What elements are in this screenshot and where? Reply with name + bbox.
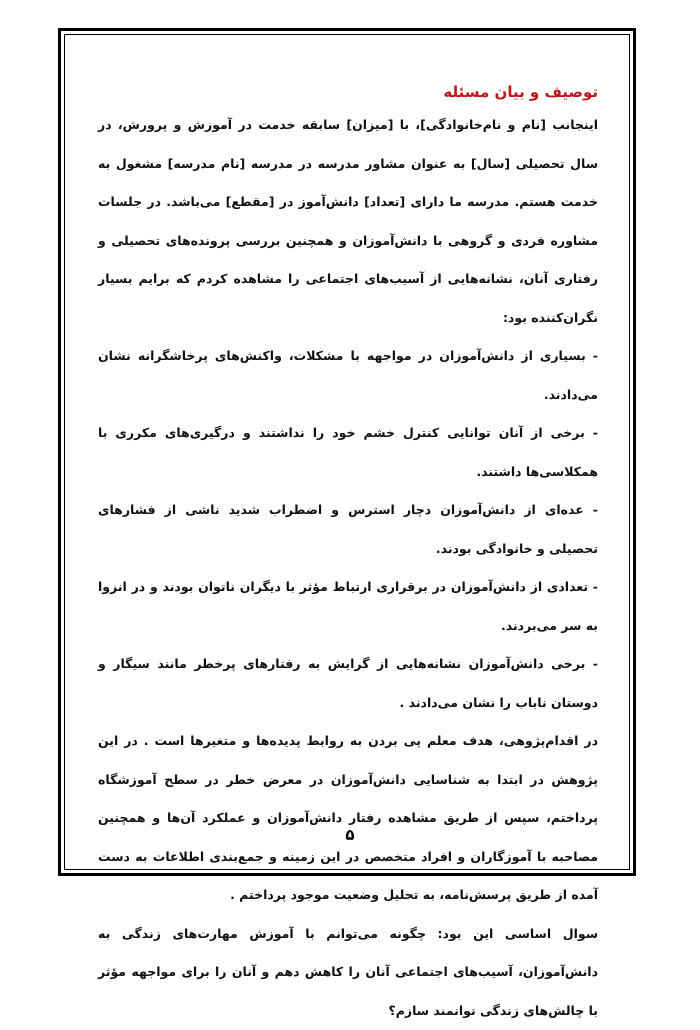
- page-content: [98, 80, 598, 1030]
- section-heading: توصیف و بیان مسئله: [98, 80, 598, 104]
- intro-paragraph: اینجانب [نام و نام‌خانوادگی]، با [میزان] سابقه خدمت در آموزش و پرورش، در سال تحصیلی [سال] به عنوان مشاور مدرسه در مدرسه [نام مدرسه] مشغول به خدمت هستم. مدرسه ما دارای [تعداد] دانش‌آموز در [مقطع] می‌باشد. در جلسات مشاوره فردی و گروهی با دانش‌آموزان و همچنین بررسی پرونده‌های تحصیلی و رفتاری آنان، نشانه‌هایی از آسیب‌های اجتماعی را مشاهده کردم که برایم بسیار نگران‌کننده بود:: [98, 106, 598, 337]
- research-question-paragraph: سوال اساسی این بود: چگونه می‌توانم با آموزش مهارت‌های زندگی به دانش‌آموزان، آسیب‌های اجتماعی آنان را کاهش دهم و آنان را برای مواجهه مؤثر با چالش‌های زندگی توانمند سازم؟: [98, 915, 598, 1030]
- bullet-item-risky-behavior: - برخی دانش‌آموزان نشانه‌هایی از گرایش به رفتارهای پرخطر مانند سیگار و دوستان ناباب را نشان می‌دادند .: [98, 645, 598, 722]
- bullet-item-stress: - عده‌ای از دانش‌آموزان دچار استرس و اضطراب شدید ناشی از فشارهای تحصیلی و خانوادگی بودند.: [98, 491, 598, 568]
- page-number: ۵: [0, 826, 700, 844]
- bullet-item-communication: - تعدادی از دانش‌آموزان در برقراری ارتباط مؤثر با دیگران ناتوان بودند و در انزوا به سر می‌بردند.: [98, 568, 598, 645]
- bullet-item-anger-control: - برخی از آنان توانایی کنترل خشم خود را نداشتند و درگیری‌های مکرری با همکلاسی‌ها داشتند.: [98, 414, 598, 491]
- research-method-paragraph: در اقدام‌پژوهی، هدف معلم پی بردن به روابط پدیده‌ها و متغیرها است . در این پژوهش در ابتدا به شناسایی دانش‌آموزان در معرض خطر در سطح آموزشگاه پرداختم، سپس از طریق مشاهده رفتار دانش‌آموزان و عملکرد آن‌ها و همچنین مصاحبه با آموزگاران و افراد متخصص در این زمینه و جمع‌بندی اطلاعات به دست آمده از طریق پرسش‌نامه، به تحلیل وضعیت موجود پرداختم .: [98, 722, 598, 915]
- bullet-item-aggression: - بسیاری از دانش‌آموزان در مواجهه با مشکلات، واکنش‌های پرخاشگرانه نشان می‌دادند.: [98, 337, 598, 414]
